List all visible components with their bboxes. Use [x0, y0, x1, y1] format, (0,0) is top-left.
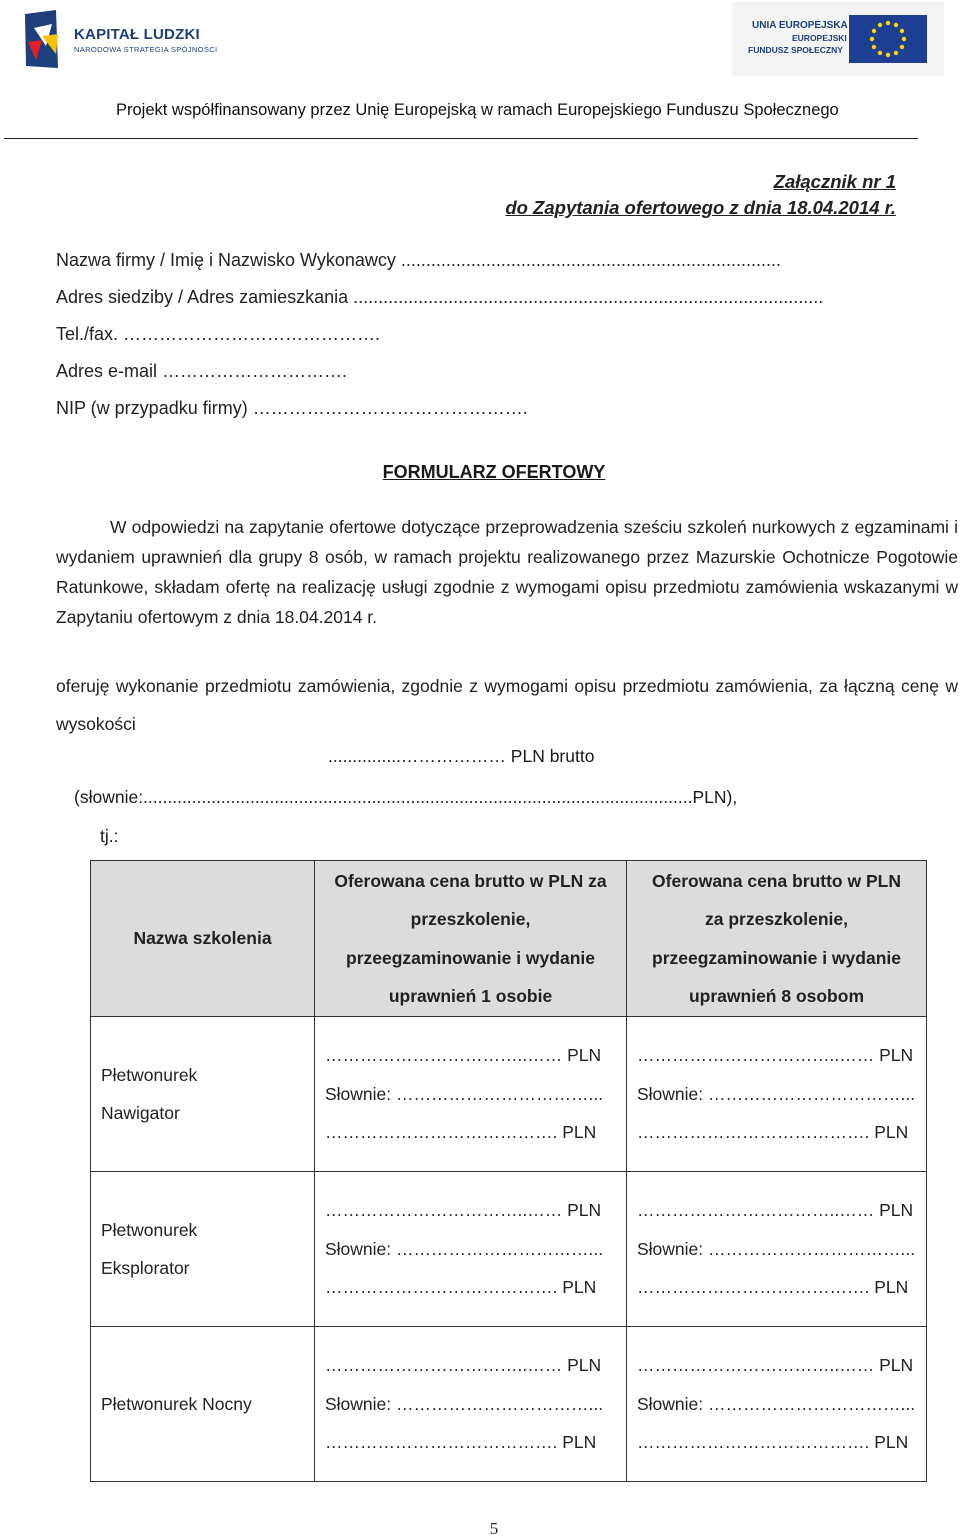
- price-amount-field[interactable]: ……………………………..…… PLN: [637, 1045, 914, 1066]
- eu-logo-line-2: EUROPEJSKI: [792, 33, 847, 43]
- intro-paragraph: W odpowiedzi na zapytanie ofertowe dotyczące przeprowadzenia sześciu szkoleń nurkowych z egzaminami i wydaniem uprawnień dla grupy 8 osób, w ramach projektu realizowanego przez Mazurskie Ochotnicze Pogotowie Ratunkowe, składam ofertę na realizację usługi zgodnie z wymogami opisu przedmiotu zamówienia wskazanymi w Zapytaniu ofertowym z dnia 18.04.2014 r.: [56, 517, 958, 627]
- page-number: 5: [489, 1519, 499, 1538]
- price-words-field[interactable]: Słownie: ……………………………...: [325, 1393, 604, 1414]
- eu-flag-icon: [849, 15, 927, 63]
- project-cofinancing-line: Projekt współfinansowany przez Unię Europejską w ramach Europejskiego Funduszu Społecznego: [116, 101, 839, 119]
- price-amount-field[interactable]: …………………………………. PLN: [325, 1277, 597, 1298]
- price-words-field[interactable]: Słownie: ……………………………...: [637, 1238, 916, 1259]
- eu-logo-line-1: UNIA EUROPEJSKA: [752, 20, 848, 31]
- price-one-person-cell[interactable]: [315, 1327, 627, 1482]
- header-price-eight-persons: Oferowana cena brutto w PLN za przeszkolenie, przeegzaminowanie i wydanie uprawnień 8 osobom: [627, 861, 927, 1017]
- tj-label: tj.:: [100, 826, 119, 846]
- price-words-field[interactable]: Słownie: ……………………………...: [637, 1083, 916, 1104]
- table-header-row: [91, 861, 927, 1017]
- price-eight-persons-cell[interactable]: [627, 1017, 927, 1172]
- price-amount-field[interactable]: ……………………………..…… PLN: [325, 1355, 602, 1376]
- price-amount-field[interactable]: ……………………………..…… PLN: [325, 1200, 602, 1221]
- price-words-field[interactable]: Słownie: ……………………………...: [637, 1393, 916, 1414]
- price-one-person-cell[interactable]: [315, 1017, 627, 1172]
- training-name-cell: Płetwonurek Nocny: [91, 1327, 315, 1482]
- header-training-name: Nazwa szkolenia: [91, 861, 315, 1017]
- price-amount-field[interactable]: …………………………………. PLN: [325, 1122, 597, 1143]
- training-name-cell: Płetwonurek Nawigator: [91, 1017, 315, 1172]
- table-row: [91, 1017, 927, 1172]
- price-amount-field[interactable]: ……………………………..…… PLN: [637, 1355, 914, 1376]
- form-title: FORMULARZ OFERTOWY: [382, 462, 606, 482]
- header-price-one-person: Oferowana cena brutto w PLN za przeszkolenie, przeegzaminowanie i wydanie uprawnień 1 osobie: [315, 861, 627, 1017]
- price-amount-field[interactable]: …………………………………. PLN: [325, 1432, 597, 1453]
- field-email[interactable]: Adres e-mail ………………………….: [56, 361, 348, 381]
- price-amount-field[interactable]: ……………………………..…… PLN: [325, 1045, 602, 1066]
- field-nip[interactable]: NIP (w przypadku firmy) ……………………………………….: [56, 398, 528, 418]
- offer-paragraph: oferuję wykonanie przedmiotu zamówienia, zgodnie z wymogami opisu przedmiotu zamówienia, za łączną cenę w wysokości: [56, 676, 958, 734]
- field-company-name[interactable]: Nazwa firmy / Imię i Nazwisko Wykonawcy ............................................................................: [56, 250, 781, 270]
- price-amount-field[interactable]: …………………………………. PLN: [637, 1432, 909, 1453]
- kapital-ludzki-title: KAPITAŁ LUDZKI: [74, 26, 200, 43]
- price-amount-field[interactable]: ……………………………..…… PLN: [637, 1200, 914, 1221]
- price-amount-field[interactable]: …………………………………. PLN: [637, 1122, 909, 1143]
- eu-logo-line-3: FUNDUSZ SPOŁECZNY: [748, 45, 843, 55]
- training-name-cell: Płetwonurek Eksplorator: [91, 1172, 315, 1327]
- table-row: [91, 1327, 927, 1482]
- price-table: [90, 860, 927, 1482]
- price-words-field[interactable]: Słownie: ……………………………...: [325, 1238, 604, 1259]
- total-price-words-field[interactable]: (słownie:.................................................................................................................PLN),: [74, 787, 738, 807]
- table-row: [91, 1172, 927, 1327]
- field-tel-fax[interactable]: Tel./fax. …………………………………….: [56, 324, 381, 344]
- annex-number: Załącznik nr 1: [773, 171, 896, 192]
- kapital-ludzki-subtitle: NARODOWA STRATEGIA SPÓJNOŚCI: [74, 45, 218, 54]
- annex-reference: do Zapytania ofertowego z dnia 18.04.2014 r.: [505, 197, 896, 218]
- price-words-field[interactable]: Słownie: ……………………………...: [325, 1083, 604, 1104]
- header-divider: [4, 138, 918, 139]
- price-eight-persons-cell[interactable]: [627, 1327, 927, 1482]
- price-eight-persons-cell[interactable]: [627, 1172, 927, 1327]
- total-price-field[interactable]: ...............……………… PLN brutto: [328, 746, 595, 766]
- field-address[interactable]: Adres siedziby / Adres zamieszkania ..............................................................................................: [56, 287, 824, 307]
- price-amount-field[interactable]: …………………………………. PLN: [637, 1277, 909, 1298]
- price-one-person-cell[interactable]: [315, 1172, 627, 1327]
